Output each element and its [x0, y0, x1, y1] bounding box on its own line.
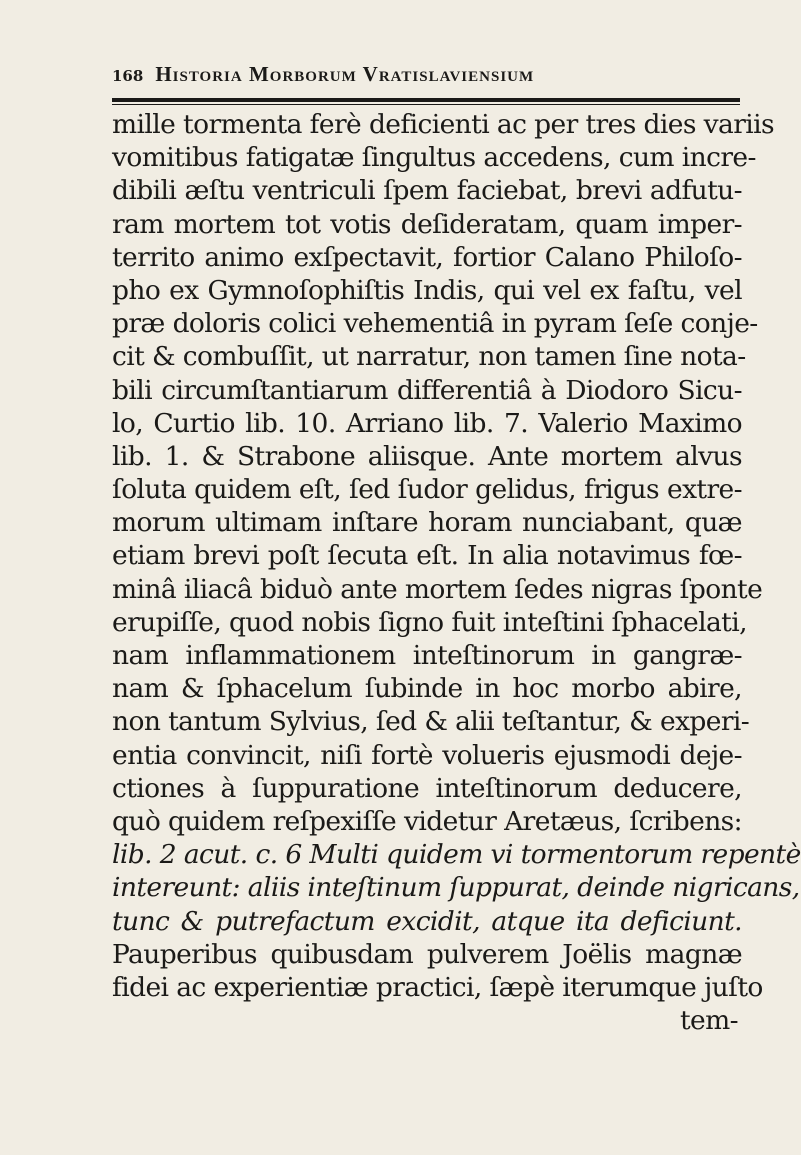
header-rule-thin — [112, 104, 740, 105]
text-line: tunc & putrefactum excidit, atque ita deficiunt. — [112, 905, 742, 937]
text-line: non tantum Sylvius, ſed & alii teſtantur, & experi- — [112, 706, 750, 738]
text-line: mille tormenta ferè deficienti ac per tres dies variis — [112, 109, 775, 140]
text-line: Pauperibus quibusdam pulverem Joëlis magnæ — [112, 938, 742, 970]
text-line: ctiones à ſuppuratione inteſtinorum deducere, — [112, 772, 742, 804]
text-line: lo, Curtio lib. 10. Arriano lib. 7. Valerio Maximo — [112, 407, 742, 439]
text-line: ram mortem tot votis deſideratam, quam imper- — [112, 208, 742, 240]
text-line: lib. 1. & Strabone aliisque. Ante mortem alvus — [112, 440, 742, 472]
text-line: dibili æſtu ventriculi ſpem faciebat, brevi adfutu- — [112, 175, 742, 207]
text-line: ſoluta quidem eſt, ſed ſudor gelidus, frigus extre- — [112, 474, 742, 506]
body-text — [112, 108, 801, 1037]
text-line: cit & combuſſit, ut narratur, non tamen ſine nota- — [112, 341, 746, 373]
running-head: Historia Morborum Vratislaviensium — [155, 62, 535, 86]
text-line: fidei ac experientiæ practici, ſæpè iterumque juſto — [112, 971, 763, 1003]
text-line: erupiſſe, quod nobis ſigno fuit inteſtini ſphacelati, — [112, 606, 747, 638]
text-line: intereunt: aliis inteſtinum ſuppurat, deinde nigricans, — [112, 872, 800, 904]
text-line: minâ iliacâ biduò ante mortem ſedes nigras ſponte — [112, 573, 763, 605]
text-line: nam inflammationem inteſtinorum in gangræ- — [112, 640, 742, 671]
text-line: entia convincit, niſi fortè volueris ejusmodi deje- — [112, 739, 742, 771]
header-rule — [112, 98, 740, 102]
catchword: tem- — [679, 1005, 738, 1037]
text-line: territo animo exſpectavit, fortior Calano Philoſo- — [112, 241, 742, 273]
text-line: nam & ſphacelum ſubinde in hoc morbo abire, — [112, 673, 742, 705]
text-line: quò quidem reſpexiſſe videtur Aretæus, ſcribens: — [112, 805, 742, 837]
text-line: morum ultimam inſtare horam nunciabant, quæ — [112, 507, 742, 539]
text-line: præ doloris colici vehementiâ in pyram ſeſe conje- — [112, 308, 758, 340]
page-number: 168 — [112, 67, 144, 85]
text-line: pho ex Gymnoſophiſtis Indis, qui vel ex faſtu, vel — [112, 274, 742, 306]
page-header — [112, 62, 742, 102]
text-line: bili circumſtantiarum differentiâ à Diodoro Sicu- — [112, 374, 742, 406]
text-line: lib. 2 acut. c. 6 Multi quidem vi tormentorum repentè — [112, 839, 801, 871]
text-line: vomitibus fatigatæ ſingultus accedens, cum incre- — [112, 142, 756, 174]
text-line: etiam brevi poſt ſecuta eſt. In alia notavimus fœ- — [112, 540, 742, 572]
